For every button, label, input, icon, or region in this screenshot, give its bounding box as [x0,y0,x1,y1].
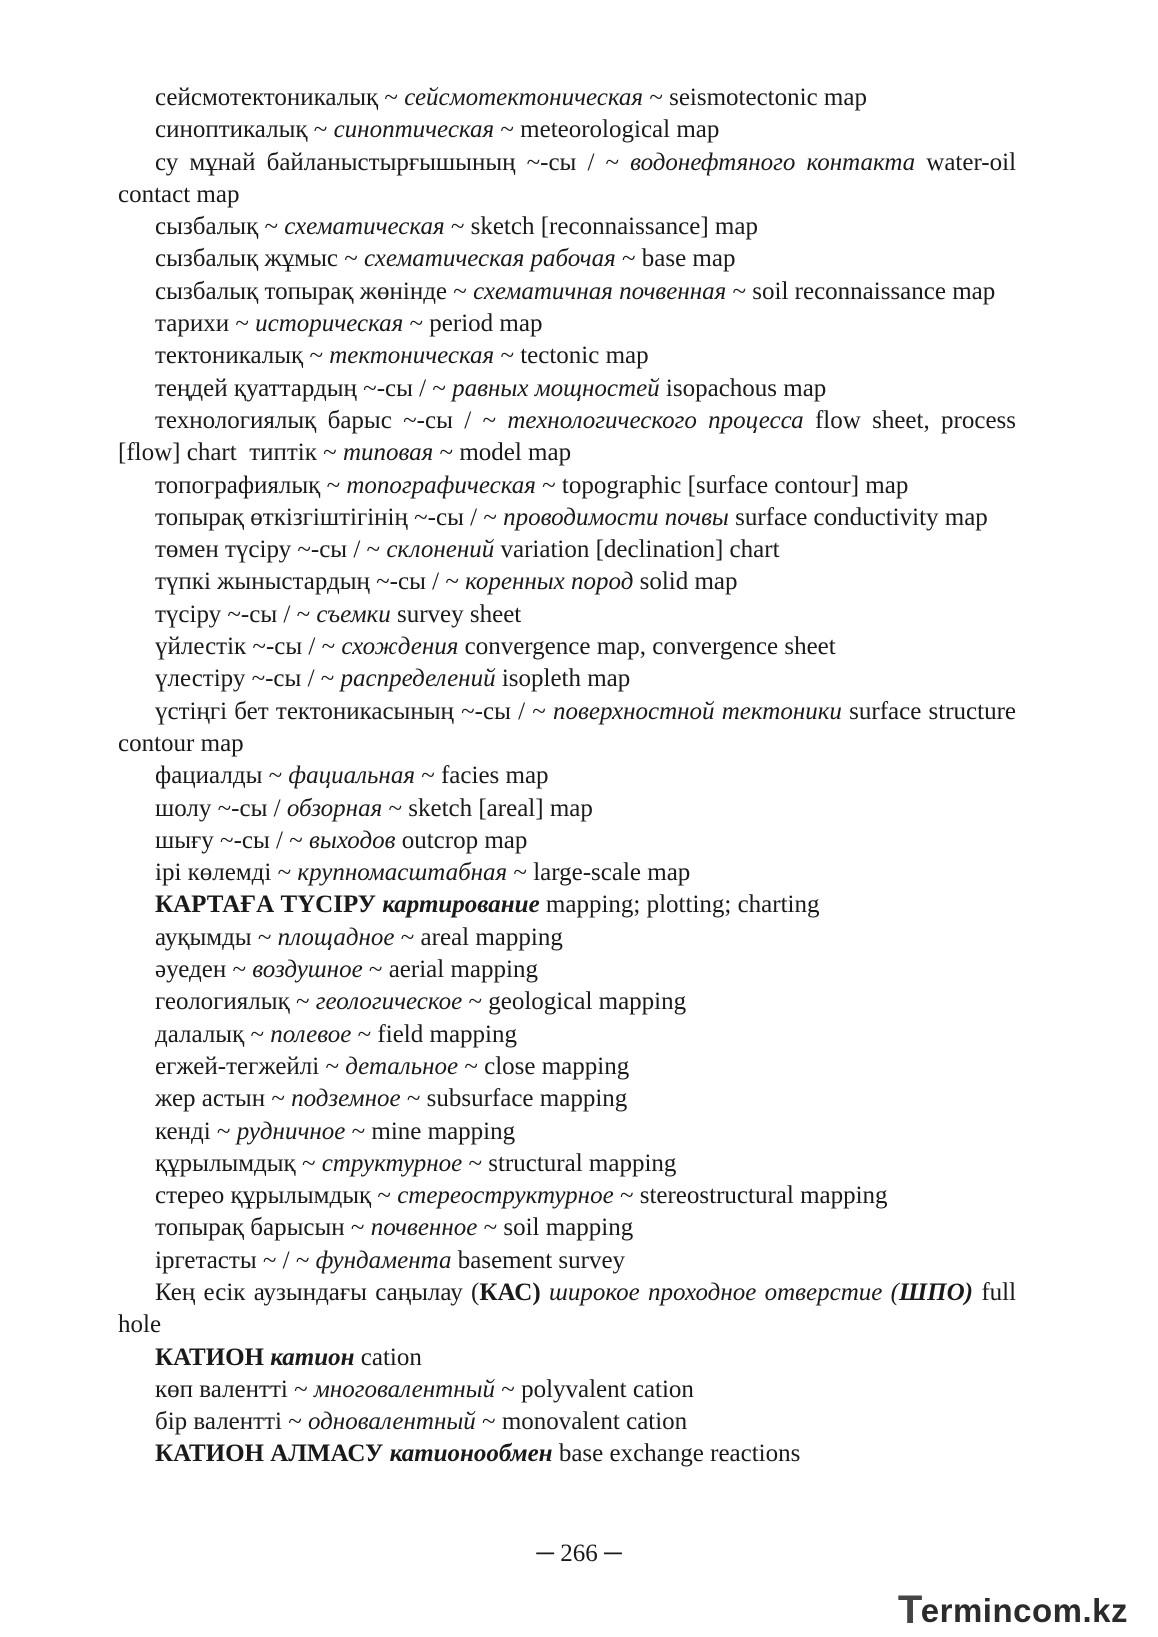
entry-schematic: сызбалық ~ схематическая ~ sketch [reconnaissance] map [155,213,758,241]
entry-close-mapping: егжей-тегжейлі ~ детальное ~ close mapping [155,1052,630,1080]
entry-technological-process: технологиялық барыс ~-сы / ~ технологического процесса flow sheet, process [flow] chart типтік ~ типовая ~ model map [118,406,1017,467]
entry-soil-conductivity: топырақ өткізгіштігінің ~-сы / ~ проводимости почвы surface conductivity map [155,503,988,531]
entry-structural-mapping: құрылымдық ~ структурное ~ structural mapping [155,1149,677,1177]
headword-mapping: КАРТАҒА ТҮСІРУ картирование mapping; plotting; charting [155,891,820,919]
entry-isopachous: теңдей қуаттардың ~-сы / ~ равных мощностей isopachous map [155,374,827,402]
entry-full-hole: Кең есік аузындағы саңылау (КАС) широкое проходное отверстие (ШПО) full hole [118,1278,1017,1339]
entry-polyvalent-cation: көп валентті ~ многовалентный ~ polyvalent cation [155,1375,694,1403]
site-watermark-logo [898,1590,1128,1630]
page-number: ─ 266 ─ [536,1540,622,1567]
entry-overview: шолу ~-сы / обзорная ~ sketch [areal] map [155,794,593,822]
entry-field-mapping: далалық ~ полевое ~ field mapping [155,1020,517,1048]
entry-stereostructural-mapping: стерео құрылымдық ~ стереоструктурное ~ stereostructural mapping [155,1182,888,1210]
entry-distribution: үлестіру ~-сы / ~ распределений isopleth map [155,665,631,693]
entry-basement-survey: іргетасты ~ / ~ фундамента basement survey [155,1246,626,1274]
watermark-t-glyph: T [897,1588,923,1632]
entry-topographic: топографиялық ~ топографическая ~ topographic [surface contour] map [155,471,909,499]
entry-aerial-mapping: әуеден ~ воздушное ~ aerial mapping [155,956,538,984]
headword-cation-exchange: КАТИОН АЛМАСУ катионообмен base exchange reactions [155,1440,801,1468]
entry-facies: фациалды ~ фациальная ~ facies map [155,762,549,790]
entry-historical: тарихи ~ историческая ~ period map [155,310,543,338]
entry-bedrock: түпкі жыныстардың ~-сы / ~ коренных пород solid map [155,568,738,596]
entry-synoptic: синоптикалық ~ синоптическая ~ meteorological map [155,116,720,144]
entry-convergence: үйлестік ~-сы / ~ схождения convergence map, convergence sheet [155,633,836,661]
entry-subsurface-mapping: жер астын ~ подземное ~ subsurface mapping [155,1085,628,1113]
entry-schematic-working: сызбалық жұмыс ~ схематическая рабочая ~ base map [155,245,736,273]
entry-soil-mapping: топырақ барысын ~ почвенное ~ soil mapping [155,1214,634,1242]
entry-mine-mapping: кенді ~ рудничное ~ mine mapping [155,1117,516,1145]
entry-declination: төмен түсіру ~-сы / ~ склонений variation [declination] chart [155,536,780,564]
entry-geological-mapping: геологиялық ~ геологическое ~ geological mapping [155,988,687,1016]
headword-cation: КАТИОН катион cation [155,1343,422,1371]
entry-schematic-soil: сызбалық топырақ жөнінде ~ схематичная почвенная ~ soil reconnaissance map [155,277,996,305]
entry-large-scale: ірі көлемді ~ крупномасштабная ~ large-scale map [155,859,691,887]
dictionary-page [118,82,1016,1471]
entry-areal-mapping: ауқымды ~ площадное ~ areal mapping [155,923,563,951]
entry-monovalent-cation: бір валентті ~ одновалентный ~ monovalent cation [155,1408,688,1436]
watermark-text: ermincom.kz [920,1592,1128,1629]
entry-survey: түсіру ~-сы / ~ съемки survey sheet [155,600,522,628]
entry-water-oil-contact: су мұнай байланыстырғышының ~-сы / ~ водонефтяного контакта water-oil contact map [118,148,1017,208]
entry-tectonic: тектоникалық ~ тектоническая ~ tectonic map [155,342,649,370]
entry-surface-tectonics: үстіңгі бет тектоникасының ~-сы / ~ поверхностной тектоники surface structure contour map [118,697,1017,757]
entry-seismotectonic: сейсмотектоникалық ~ сейсмотектоническая ~ seismotectonic map [155,84,867,111]
entry-outcrop: шығу ~-сы / ~ выходов outcrop map [155,826,528,854]
